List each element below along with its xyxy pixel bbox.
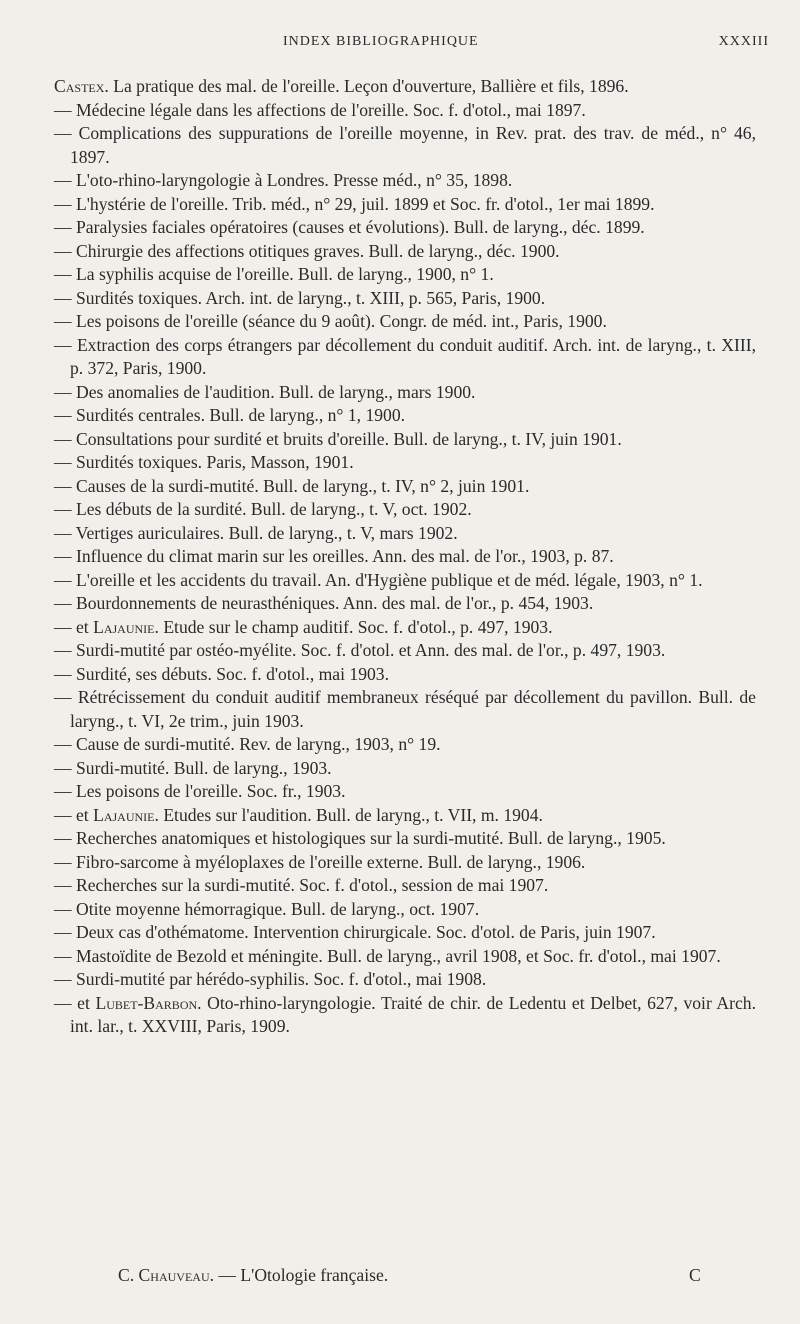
entry-text: Rétrécissement du conduit auditif membraneux réséqué par décollement du pavillon. Bull. de laryng., t. VI, 2e trim., juin 1903. [70, 687, 756, 731]
entry-lead: — [54, 593, 76, 613]
entry-text: Surdi-mutité par hérédo-syphilis. Soc. f. d'otol., mai 1908. [76, 969, 487, 989]
entry-text: Mastoïdite de Bezold et méningite. Bull. de laryng., avril 1908, et Soc. fr. d'otol., mai 1907. [76, 945, 721, 966]
bibliography-entry [54, 686, 756, 733]
entry-text: Médecine légale dans les affections de l'oreille. Soc. f. d'otol., mai 1897. [76, 99, 586, 120]
entry-lead: — [54, 546, 76, 566]
entry-lead: — [54, 781, 76, 801]
bibliography-entry [54, 263, 756, 287]
entry-lead: — [54, 334, 77, 355]
entry-lead: — [54, 522, 76, 543]
bibliography-entry [54, 428, 756, 452]
footer-work: . — L'Otologie française. [209, 1265, 389, 1285]
bibliography-entry [54, 592, 756, 616]
bibliography-entry [54, 334, 756, 381]
bibliography-entry [54, 757, 756, 781]
entry-lead: — [54, 123, 79, 143]
entry-lead: — [54, 240, 76, 261]
entry-lead: — [54, 922, 76, 942]
bibliography-entry [54, 827, 756, 851]
entry-lead: — [54, 264, 76, 284]
entry-text: Des anomalies de l'audition. Bull. de laryng., mars 1900. [76, 381, 476, 402]
entry-text: Otite moyenne hémorragique. Bull. de laryng., oct. 1907. [76, 898, 480, 919]
entry-author: Lubet-Barbon [95, 992, 198, 1013]
bibliography-entry [54, 545, 756, 569]
entry-text: Bourdonnements de neurasthéniques. Ann. des mal. de l'or., p. 454, 1903. [76, 593, 594, 613]
bibliography-entry [54, 216, 756, 240]
entry-lead: — [54, 945, 76, 966]
bibliography-entry [54, 240, 756, 264]
entry-text: Les poisons de l'oreille (séance du 9 août). Congr. de méd. int., Paris, 1900. [76, 311, 607, 331]
entry-lead: — [54, 687, 78, 707]
entry-lead: — [54, 875, 76, 895]
entry-lead: — [54, 499, 76, 519]
entry-lead: — [54, 99, 76, 120]
bibliography-entry [54, 874, 756, 898]
bibliography-entry [54, 898, 756, 922]
entry-lead: — [54, 428, 76, 449]
bibliography-entry [54, 169, 756, 193]
entry-lead: — et [54, 616, 94, 637]
entry-lead: — [54, 381, 76, 402]
entry-author: Lajaunie [93, 804, 155, 825]
bibliography-entry [54, 381, 756, 405]
entry-text: La syphilis acquise de l'oreille. Bull. de laryng., 1900, n° 1. [76, 264, 494, 284]
entry-text: L'hystérie de l'oreille. Trib. méd., n° 29, juil. 1899 et Soc. fr. d'otol., 1er mai 1899. [76, 193, 655, 214]
bibliography-entry [54, 122, 756, 169]
bibliography-entry [54, 921, 756, 945]
entry-text: . Oto-rhino-laryngologie. Traité de chir. de Ledentu et Delbet, 627, voir Arch. int. lar., t. XXVIII, Paris, 1909. [70, 992, 756, 1036]
entry-text: L'oreille et les accidents du travail. An. d'Hygiène publique et de méd. légale, 1903, n° 1. [76, 569, 703, 590]
footer-author-prefix: C. [118, 1265, 139, 1285]
bibliography-entry [54, 522, 756, 546]
entry-lead: — [54, 452, 76, 472]
bibliography-entry [54, 475, 756, 499]
entry-lead: — [54, 193, 76, 214]
bibliography-entry [54, 992, 756, 1039]
entry-text: Les poisons de l'oreille. Soc. fr., 1903. [76, 781, 346, 801]
footer-reference [118, 1265, 388, 1286]
bibliography-list [54, 75, 756, 1039]
entry-lead: — [54, 170, 76, 190]
bibliography-entry [54, 193, 756, 217]
entry-text: Surdités toxiques. Paris, Masson, 1901. [76, 452, 354, 472]
entry-text: . Etude sur le champ auditif. Soc. f. d'otol., p. 497, 1903. [154, 616, 553, 637]
entry-author: Lajaunie [93, 616, 155, 637]
bibliography-entry [54, 804, 756, 828]
bibliography-entry [54, 616, 756, 640]
entry-lead: — [54, 287, 76, 308]
running-header [0, 34, 800, 56]
footer-author: Chauveau [138, 1265, 210, 1285]
entry-lead: — [54, 898, 76, 919]
entry-text: Surdités toxiques. Arch. int. de laryng., t. XIII, p. 565, Paris, 1900. [76, 287, 546, 308]
bibliography-entry [54, 569, 756, 593]
entry-text: Surdités centrales. Bull. de laryng., n° 1, 1900. [76, 405, 406, 425]
entry-text: Deux cas d'othématome. Intervention chirurgicale. Soc. d'otol. de Paris, juin 1907. [76, 922, 656, 942]
bibliography-entry [54, 945, 756, 969]
signature-mark: C [689, 1265, 701, 1285]
entry-text: . Etudes sur l'audition. Bull. de laryng., t. VII, m. 1904. [154, 804, 543, 825]
entry-lead: — et [54, 804, 94, 825]
entry-lead: — [54, 217, 76, 237]
entry-text: Chirurgie des affections otitiques graves. Bull. de laryng., déc. 1900. [76, 240, 560, 261]
entry-lead: — [54, 969, 76, 989]
entry-text: Surdité, ses débuts. Soc. f. d'otol., mai 1903. [76, 663, 389, 684]
bibliography-entry [54, 99, 756, 123]
entry-text: Causes de la surdi-mutité. Bull. de laryng., t. IV, n° 2, juin 1901. [76, 475, 530, 496]
entry-text: Recherches anatomiques et histologiques sur la surdi-mutité. Bull. de laryng., 1905. [76, 828, 666, 848]
bibliography-entry [54, 75, 756, 99]
bibliography-entry [54, 498, 756, 522]
bibliography-entry [54, 287, 756, 311]
entry-text: Surdi-mutité. Bull. de laryng., 1903. [76, 757, 332, 778]
entry-text: Extraction des corps étrangers par décollement du conduit auditif. Arch. int. de laryng., t. XIII, p. 372, Paris, 1900. [70, 334, 756, 378]
entry-text: Recherches sur la surdi-mutité. Soc. f. d'otol., session de mai 1907. [76, 875, 549, 895]
entry-lead: — [54, 640, 76, 660]
page-number: XXXIII [718, 34, 769, 49]
entry-lead: — [54, 569, 76, 590]
entry-lead: — [54, 757, 76, 778]
entry-lead: — [54, 734, 76, 754]
header-title: INDEX BIBLIOGRAPHIQUE [283, 34, 479, 49]
entry-lead: — [54, 851, 76, 872]
entry-text: Influence du climat marin sur les oreilles. Ann. des mal. de l'or., 1903, p. 87. [76, 546, 614, 566]
entry-text: . La pratique des mal. de l'oreille. Leçon d'ouverture, Ballière et fils, 1896. [104, 76, 629, 96]
bibliography-entry [54, 451, 756, 475]
entry-lead: — et [54, 992, 96, 1013]
bibliography-entry [54, 639, 756, 663]
bibliography-entry [54, 780, 756, 804]
entry-lead: — [54, 828, 76, 848]
entry-text: Cause de surdi-mutité. Rev. de laryng., 1903, n° 19. [76, 734, 441, 754]
bibliography-entry [54, 663, 756, 687]
entry-text: Fibro-sarcome à myéloplaxes de l'oreille externe. Bull. de laryng., 1906. [76, 851, 586, 872]
entry-lead: — [54, 405, 76, 425]
bibliography-entry [54, 851, 756, 875]
entry-text: Surdi-mutité par ostéo-myélite. Soc. f. d'otol. et Ann. des mal. de l'or., p. 497, 1903. [76, 640, 666, 660]
entry-lead: — [54, 475, 76, 496]
entry-text: Vertiges auriculaires. Bull. de laryng., t. V, mars 1902. [75, 522, 458, 543]
bibliography-entry [54, 404, 756, 428]
entry-author: Castex [54, 76, 105, 96]
entry-text: Consultations pour surdité et bruits d'oreille. Bull. de laryng., t. IV, juin 1901. [76, 428, 622, 449]
entry-text: Les débuts de la surdité. Bull. de laryng., t. V, oct. 1902. [76, 499, 472, 519]
entry-text: Paralysies faciales opératoires (causes et évolutions). Bull. de laryng., déc. 1899. [76, 217, 645, 237]
entry-lead: — [54, 663, 76, 684]
entry-text: L'oto-rhino-laryngologie à Londres. Presse méd., n° 35, 1898. [76, 170, 513, 190]
entry-lead: — [54, 311, 76, 331]
bibliography-entry [54, 733, 756, 757]
entry-text: Complications des suppurations de l'oreille moyenne, in Rev. prat. des trav. de méd., n° 46, 1897. [70, 123, 756, 167]
bibliography-entry [54, 968, 756, 992]
bibliography-entry [54, 310, 756, 334]
